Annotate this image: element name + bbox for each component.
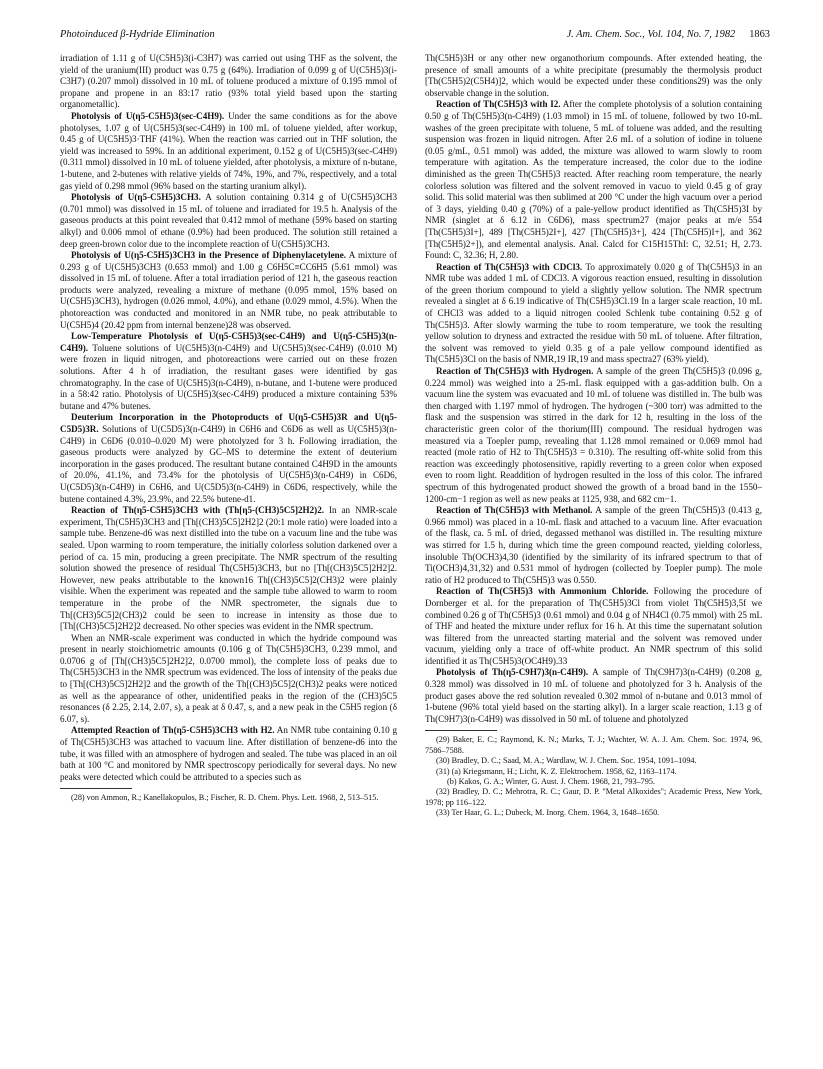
run-in-heading: Attempted Reaction of Th(η5-C5H5)3CH3 with H2.	[71, 725, 275, 736]
footnote: (32) Bradley, D. C.; Mehrotra, R. C.; Gaur, D. P. "Metal Alkoxides"; Academic Press, New York, 1978; pp 116–122.	[425, 787, 762, 807]
running-title: Photoinduced β-Hydride Elimination	[60, 29, 215, 40]
run-in-heading: Reaction of Th(C5H5)3 with CDCl3.	[436, 261, 583, 272]
run-in-heading: Low-Temperature Photolysis of U(η5-C5H5)3(sec-C4H9) and U(η5-C5H5)3(n-C4H9).	[60, 331, 397, 353]
run-in-heading: Photolysis of U(η5-C5H5)3(sec-C4H9).	[71, 110, 225, 121]
run-in-heading: Reaction of Th(η5-C5H5)3CH3 with (Th[η5-(CH3)5C5]2H2)2.	[71, 505, 325, 516]
run-in-heading: Reaction of Th(C5H5)3 with Methanol.	[436, 505, 593, 516]
paragraph: Reaction of Th(C5H5)3 with Hydrogen. A sample of the green Th(C5H5)3 (0.096 g, 0.224 mmol) was weighed into a 25-mL flask equipped with a gas-addition bulb. On a vacuum line the system was evacuated and 10 mL of toluene was distilled in. The bulb was then charged with 1.197 mmol of hydrogen. The hydrogen (~300 torr) was admitted to the flask and the suspension was stirred in the dark for 12 h, resulting in the loss of the characteristic green color of the thorium(III) compound. The residual hydrogen was measured via a Toepler pump, revealing that 1.128 mmol remained or 0.069 mmol had reacted (mole ratio of H2 to Th(C5H5)3 = 0.310). The resulting off-white solid from this reaction was exceedingly photosensitive, rapidly reverting to a green color when exposed even to room light. Readdition of hydrogen resulted in the loss of this color. The infrared spectrum of this hydrogenated product showed the growth of a broad band in the 1550–1200-cm−1 region as well as new peaks at 1125, 938, and 682 cm−1.	[425, 366, 762, 504]
paragraph: Photolysis of U(η5-C5H5)3(sec-C4H9). Under the same conditions as for the above photolyses, 1.07 g of U(C5H5)3(sec-C4H9) in 100 mL of toluene yielded, after workup, 0.45 g of U(C5H5)3·THF (41%). When the reaction was carried out in THF solution, the yield was increased to 59%. In an additional experiment, 0.152 g of U(C5H5)3(sec-C4H9) (0.311 mmol) dissolved in 10 mL of toluene yielded, after photolysis, a mixture of n-butane, 1-butene, and 2-butenes with relative yields of 74%, 19%, and 7%, respectively, and a total gas yield of 0.298 mmol (96% based on the starting uranium alkyl).	[60, 110, 397, 191]
journal-citation: J. Am. Chem. Soc., Vol. 104, No. 7, 1982	[566, 29, 736, 40]
footnote: (33) Ter Haar, G. L.; Dubeck, M. Inorg. Chem. 1964, 3, 1648–1650.	[436, 808, 660, 818]
right-column	[425, 53, 762, 819]
run-in-heading: Reaction of Th(C5H5)3 with Ammonium Chloride.	[436, 586, 649, 597]
paragraph: Photolysis of Th(η5-C9H7)3(n-C4H9). A sample of Th(C9H7)3(n-C4H9) (0.208 g, 0.328 mmol) was dissolved in 10 mL of toluene and photolyzed for 3 h. Analysis of the product gases above the red solution revealed 0.302 mmol of n-butane and 0.013 mmol of 1-butene (96% total yield based on the starting alkyl). In a larger scale reaction, 1.13 g of Th(C9H7)3(n-C4H9) was dissolved in 50 mL of toluene and photolyzed	[425, 667, 762, 724]
footnote: (30) Bradley, D. C.; Saad, M. A.; Wardlaw, W. J. Chem. Soc. 1954, 1091–1094.	[436, 756, 697, 766]
paragraph: Reaction of Th(C5H5)3 with Methanol. A sample of the green Th(C5H5)3 (0.413 g, 0.966 mmol) was placed in a 10-mL flask and attached to a vacuum line. After evacuation of the flask, ca. 5 mL of dried, degassed methanol was distilled in. The resulting mixture was stirred for 1.5 h, during which time the green compound reacted, yielding colorless, insoluble Th(OCH3)4,30 (identified by the similarity of its infrared spectrum to that of Ti(OCH3)4,31,32) and 0.531 mmol of hydrogen (collected by Toepler pump). The mole ratio of H2 produced to Th(C5H5)3 was 0.550.	[425, 505, 763, 585]
page-number: 1863	[749, 29, 770, 40]
run-in-heading: Reaction of Th(C5H5)3 with I2.	[436, 99, 561, 110]
journal-citation-line	[567, 28, 770, 41]
footnote: (29) Baker, E. C.; Raymond, K. N.; Marks, T. J.; Wachter, W. A. J. Am. Chem. Soc. 1974, 96, 7586–7588.	[425, 735, 762, 755]
paragraph: Deuterium Incorporation in the Photoproducts of U(η5-C5H5)3R and U(η5-C5D5)3R. Solutions of U(C5D5)3(n-C4H9) in C6H6 and C6D6 as well as U(C5H5)3(n-C4H9) in C6D6 (0.010–0.020 M) were photolyzed for 3 h. Following irradiation, the gaseous products were analyzed by GC–MS to determine the extent of deuterium incorporation in the gases produced. The resultant butane contained C4H9D in the amounts of 20.0%, 41.1%, and 73.4% for the photolysis of U(C5H5)3(n-C4H9) in C6D6, U(C5D5)3(n-C4H9) in C6H6, and U(C5D5)3(n-C4H9) in C6D6, respectively, while the butene contained 4.3%, 23.9%, and 22.5% butene-d1.	[60, 412, 397, 504]
paragraph: Th(C5H5)3H or any other new organothorium compounds. After extended heating, the presence of small amounts of a white precipitate (presumably the thermolysis product [Th(C5H5)2(C5H4)]2, which would be expected under these conditions29) was the only observable change in the solution.	[425, 53, 762, 98]
run-in-heading: Deuterium Incorporation in the Photoproducts of U(η5-C5H5)3R and U(η5-C5D5)3R.	[60, 412, 397, 434]
paragraph: Attempted Reaction of Th(η5-C5H5)3CH3 with H2. An NMR tube containing 0.10 g of Th(C5H5)3CH3 was attached to vacuum line. After distillation of benzene-d6 into the tube, it was filled with an atmosphere of hydrogen and sealed. The tube was placed in an oil bath at 100 °C and monitored by NMR spectroscopy periodically for several days. No new peaks were detected which could be attributed to a species such as	[60, 725, 397, 782]
footnote-divider	[60, 788, 132, 789]
run-in-heading: Reaction of Th(C5H5)3 with Hydrogen.	[436, 366, 594, 377]
paragraph: Photolysis of U(η5-C5H5)3CH3. A solution containing 0.314 g of U(C5H5)3CH3 (0.701 mmol) was dissolved in 15 mL of toluene and irradiated for 19.5 h. Analysis of the gaseous products at this point revealed that 0.412 mmol of methane (59% based on starting alkyl) and 0.006 mmol of ethane (0.9%) had been produced. The solution still retained a deep green-brown color due to the incomplete reaction of U(C5H5)3CH3.	[60, 192, 397, 249]
footnote: (b) Kakos, G. A.; Winter, G. Aust. J. Chem. 1968, 21, 793–795.	[447, 777, 655, 787]
left-column	[60, 53, 397, 804]
footnote: (28) von Ammon, R.; Kanellakopulos, B.; Fischer, R. D. Chem. Phys. Lett. 1968, 2, 513–515.	[71, 793, 379, 803]
running-header	[60, 28, 770, 42]
run-in-heading: Photolysis of U(η5-C5H5)3CH3 in the Presence of Diphenylacetylene.	[71, 250, 347, 261]
footnote-divider	[425, 730, 497, 731]
paragraph: Reaction of Th(C5H5)3 with CDCl3. To approximately 0.020 g of Th(C5H5)3 in an NMR tube was added 1 mL of CDCl3. A vigorous reaction ensued, resulting in dissolution of the green thorium compound to yield a slightly yellow solution. The NMR spectrum revealed a singlet at δ 6.19 indicative of Th(C5H5)3Cl.19 In a larger scale reaction, 10 mL of CHCl3 was added to a liquid nitrogen cooled Schlenk tube containing 0.52 g of Th(C5H5)3. After slowly warming the tube to room temperature, we took the resulting yellow solution to dryness and extracted the residue with 50 mL of toluene. After filtration, the solvent was removed to yield 0.35 g of a pale yellow compound identified as Th(C5H5)3Cl on the basis of NMR,19 IR,19 and mass spectra27 (63% yield).	[425, 261, 762, 365]
run-in-heading: Photolysis of U(η5-C5H5)3CH3.	[71, 192, 201, 203]
paragraph: Reaction of Th(C5H5)3 with I2. After the complete photolysis of a solution containing 0.50 g of Th(C5H5)3(n-C4H9) (1.03 mmol) in 15 mL of toluene, followed by two 10-mL washes of the green precipitate with toluene, 5 mL of toluene was added, and the resulting suspension was frozen in liquid nitrogen. After 2.6 mL of a solution of iodine in toluene (0.05 g/mL, 0.51 mmol) was added, the mixture was allowed to warm slowly to room temperature with agitation. As the temperature increased, the color due to the iodine diminished as the green Th(C5H5)3 reacted. After reaching room temperature, the nearly colorless solution was filtered and the solvent removed in vacuo to yield 0.45 g of gray solid. This solid material was then sublimed at 200 °C under the high vacuum over a period of 3 days, yielding 0.40 g (70%) of a pale-yellow product identified as Th(C5H5)3I by NMR (singlet at δ 6.12 in C6D6), mass spectrum27 (major peaks at m/e 554 [Th(C5H5)3I+], 489 [Th(C5H5)2I+], 427 [Th(C5H5)3+], 424 [Th(C5H5)I+], and 362 [Th(C5H5)2+]), and elemental analysis. Anal. Calcd for C15H15ThI: C, 32.51; H, 2.73. Found: C, 32.36; H, 2.80.	[425, 99, 762, 261]
run-in-heading: Photolysis of Th(η5-C9H7)3(n-C4H9).	[436, 667, 589, 678]
paragraph: Photolysis of U(η5-C5H5)3CH3 in the Presence of Diphenylacetylene. A mixture of 0.293 g of U(C5H5)3CH3 (0.653 mmol) and 1.00 g C6H5C≡CC6H5 (5.61 mmol) was dissolved in 15 mL of toluene. After a total irradiation period of 121 h, the gaseous reaction products were analyzed, revealing a mixture of methane (0.095 mmol, 15% based on U(C5H5)3CH3), hydrogen (0.026 mmol, 4.0%), and ethane (0.029 mmol, 4.5%). When the photoreaction was conducted and monitored in an NMR tube, no peak attributable to U(C5H5)4 (20.42 ppm from internal benzene)28 was observed.	[60, 250, 397, 330]
paragraph: irradiation of 1.11 g of U(C5H5)3(i-C3H7) was carried out using THF as the solvent, the yield of the uranium(III) product was 0.75 g (64%). Irradiation of 0.099 g of U(C5H5)3(i-C3H7) (0.207 mmol) dissolved in 10 mL of toluene produced a mixture of 0.195 mmol of propane and propene in an 83:17 ratio (93% total yield based upon the starting organometallic).	[60, 53, 397, 110]
paragraph: When an NMR-scale experiment was conducted in which the hydride compound was present in nearly stoichiometric amounts (0.106 g of Th(C5H5)3CH3, 0.239 mmol, and 0.0706 g of [Th[(CH3)5C5]2H2]2, 0.0700 mmol), the complete loss of peaks due to Th(C5H5)3CH3 in the NMR spectrum was evidenced. The loss of intensity of the peaks due to [Th[(CH3)5C5]2H2]2 and the growth of the Th[(CH3)5C5]2(CH3)2 peaks were noticed as well as the appearance of other, unidentified peaks in the region of the (CH3)5C5 resonances (δ 2.25, 2.14, 2.07, s), a peak at δ 0.47, s, and a new peak in the C5H5 region (δ 6.07, s).	[60, 632, 397, 724]
footnote: (31) (a) Kriegsmann, H.; Licht, K. Z. Elektrochem. 1958, 62, 1163–1174.	[436, 766, 677, 776]
paragraph: Reaction of Th(C5H5)3 with Ammonium Chloride. Following the procedure of Dornberger et al. for the preparation of Th(C5H5)3Cl from violet Th(C5H5)3,5f we combined 0.26 g of Th(C5H5)3 (0.61 mmol) and 0.04 g of NH4Cl (0.75 mmol) with 25 mL of THF and heated the mixture under reflux for 16 h. At this time the supernatant solution was filtered from the unreacted starting material and the solvent was removed under vacuum, yielding only a trace of off-white product. An NMR spectrum of this solid identified it as Th(C5H5)3(OC4H9).33	[425, 586, 763, 666]
paragraph: Reaction of Th(η5-C5H5)3CH3 with (Th[η5-(CH3)5C5]2H2)2. In an NMR-scale experiment, Th(C5H5)3CH3 and [Th[(CH3)5C5]2H2]2 (20:1 mole ratio) were loaded into a sample tube. Benzene-d6 was next distilled into the tube on a vacuum line and the tube was sealed. Upon warming to room temperature, the initially colorless solution darkened over a period of ca. 15 min, producing a green precipitate. The NMR spectrum of the resulting solution showed the presence of residual Th(C5H5)3CH3, but no [Th[(CH3)5C5]2H2]2. However, new peaks attributable to the known16 Th[(CH3)5C5]2(CH3)2 were plainly visible. When the experiment was repeated and the sample tube allowed to warm to room temperature in the probe of the NMR spectrometer, the signals due to Th[(CH3)5C5]2(CH3)2 could be seen to increase in intensity as those due to [Th[(CH3)5C5]2H2]2 decreased. No other species was evident in the NMR spectrum.	[60, 505, 397, 632]
paragraph: Low-Temperature Photolysis of U(η5-C5H5)3(sec-C4H9) and U(η5-C5H5)3(n-C4H9). Toluene solutions of U(C5H5)3(n-C4H9) and U(C5H5)3(sec-C4H9) (0.010 M) were frozen in liquid nitrogen, and photoreactions were carried out on these frozen solutions. After 4 h of irradiation, the resultant gases were identified by gas chromatography. In the case of U(C5H5)3(n-C4H9), n-butane, and 1-butene were produced in a 58:42 ratio. Photolysis of U(C5H5)3(sec-C4H9) produced a mixture containing 53% butane and 47% butenes.	[60, 331, 397, 411]
